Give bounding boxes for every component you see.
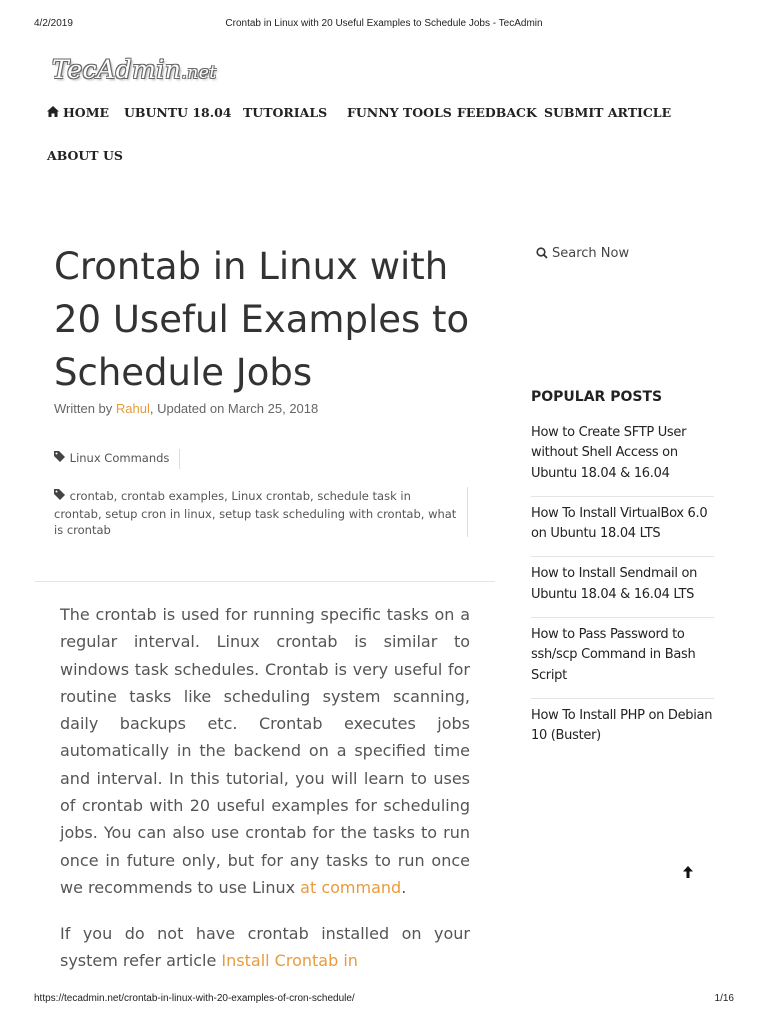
popular-posts-heading: POPULAR POSTS (531, 389, 663, 405)
tag-link[interactable]: crontab examples (120, 489, 225, 503)
tag-link[interactable]: what is crontab (54, 507, 457, 537)
written-by-label: Written by (54, 401, 116, 416)
category-row (54, 451, 169, 465)
print-page-title: Crontab in Linux with 20 Useful Examples to Schedule Jobs - TecAdmin (225, 18, 543, 29)
popular-posts-list (531, 421, 714, 764)
search-button[interactable] (536, 246, 629, 261)
tag-icon (54, 489, 66, 506)
tags-divider (467, 487, 468, 537)
updated-date: , Updated on March 25, 2018 (149, 401, 319, 416)
arrow-up-icon (683, 866, 693, 878)
intro-text: The crontab is used for running specific tasks on a regular interval. Linux crontab is similar to windows task schedules. Crontab is very useful for routine tasks like scheduling system scanning, daily backups etc. Crontab executes jobs automatically in the backend on a specified time and interval. In this tutorial, you will learn to uses of crontab with 20 useful examples for scheduling jobs. You can also use crontab for the tasks to run once in future only, but for any tasks to run once we recommends to use Linux (60, 605, 470, 897)
logo-suffix-text: .net (181, 63, 217, 83)
tag-icon (54, 451, 66, 465)
print-url: https://tecadmin.net/crontab-in-linux-with-20-examples-of-cron-schedule/ (34, 993, 355, 1004)
article-title: Crontab in Linux with 20 Useful Examples to Schedule Jobs (54, 245, 470, 394)
tag-link[interactable]: schedule task in crontab (54, 489, 411, 521)
install-text: If you do not have crontab installed on your system refer article (60, 924, 470, 971)
search-icon (536, 247, 548, 259)
category-link[interactable]: Linux Commands (69, 451, 170, 465)
popular-post-link[interactable]: How To Install VirtualBox 6.0 on Ubuntu 18.04 LTS (531, 502, 714, 558)
nav-home[interactable] (47, 105, 109, 120)
nav-tutorials[interactable]: TUTORIALS (243, 105, 328, 120)
content-divider (35, 581, 495, 582)
popular-post-link[interactable]: How to Install Sendmail on Ubuntu 18.04 & 16.04 LTS (531, 562, 714, 618)
back-to-top-button[interactable] (683, 866, 693, 882)
category-divider (179, 449, 180, 469)
intro-paragraph (60, 601, 470, 901)
nav-home-label: HOME (63, 105, 110, 120)
logo-main-text: TecAdmin (52, 55, 182, 84)
home-icon (47, 105, 59, 120)
nav-ubuntu[interactable]: UBUNTU 18.04 (124, 105, 232, 120)
popular-post-link[interactable]: How to Create SFTP User without Shell Access on Ubuntu 18.04 & 16.04 (531, 421, 714, 497)
install-crontab-link[interactable]: Install Crontab in (221, 951, 358, 971)
author-link[interactable]: Rahul (115, 401, 150, 416)
install-paragraph (60, 920, 470, 975)
tag-link[interactable]: setup cron in linux (105, 507, 212, 521)
intro-end: . (401, 877, 407, 897)
search-label: Search Now (552, 246, 630, 261)
popular-post-link[interactable]: How To Install PHP on Debian 10 (Buster) (531, 707, 713, 744)
tag-link[interactable]: Linux crontab (231, 489, 311, 503)
article-byline (54, 401, 318, 416)
tag-link[interactable]: setup task scheduling with crontab (219, 507, 421, 521)
popular-post-link[interactable]: How to Pass Password to ssh/scp Command in Bash Script (531, 623, 714, 699)
tag-link[interactable]: crontab (69, 489, 114, 503)
at-command-link[interactable]: at command (300, 877, 402, 897)
print-page-number: 1/16 (714, 993, 734, 1004)
site-logo[interactable] (52, 55, 217, 84)
print-date: 4/2/2019 (34, 18, 73, 29)
nav-about-us[interactable]: ABOUT US (47, 148, 123, 163)
tags-row: crontab, crontab examples, Linux crontab, schedule task in crontab, setup cron in linux, setup task scheduling with crontab, what is crontab (54, 489, 457, 537)
nav-submit-article[interactable]: SUBMIT ARTICLE (544, 105, 672, 120)
nav-feedback[interactable]: FEEDBACK (457, 105, 537, 120)
nav-funny-tools[interactable]: FUNNY TOOLS (347, 105, 452, 120)
